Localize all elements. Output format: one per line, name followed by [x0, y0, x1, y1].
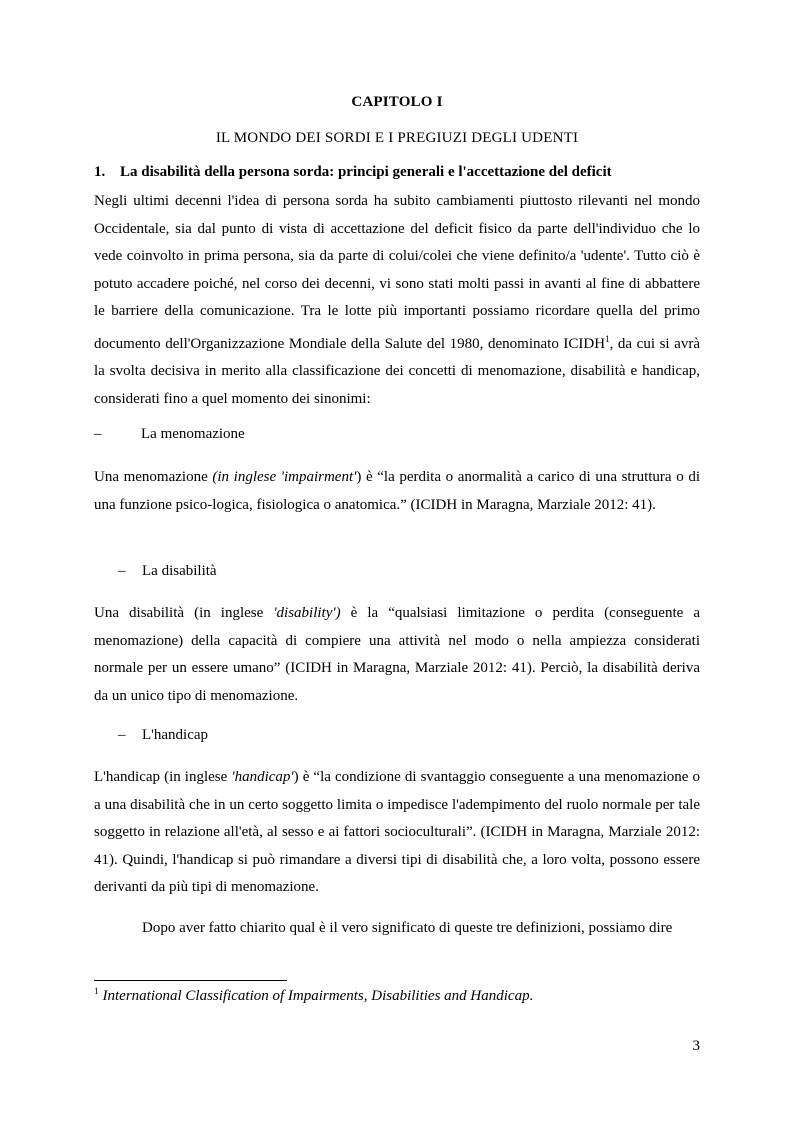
paragraph-conclusion: Dopo aver fatto chiarito qual è il vero significato di queste tre definizioni, possiamo dire [142, 920, 673, 936]
paragraph-handicap-term: 'handicap' [231, 769, 294, 785]
footnote [94, 986, 533, 1005]
paragraph-disabilita-rest: è la “qualsiasi limitazione o perdita (conseguente a menomazione) della capacità di compiere una attività nel modo o nella ampiezza considerati normale per un essere umano” (ICIDH in Maragna, Marziale 2012: 41). Perciò, la disabilità deriva da un unico tipo di menomazione. [94, 605, 700, 704]
footnote-marker: 1 [94, 986, 99, 996]
paragraph-handicap [94, 764, 700, 902]
list-item-label: L'handicap [142, 727, 209, 743]
footnote-reference: 1 [605, 333, 610, 344]
chapter-title: CAPITOLO I [351, 94, 443, 110]
paragraph-handicap-rest: ) è “la condizione di svantaggio conseguente a una menomazione o a una disabilità che in un certo soggetto limita o impedisce l'adempimento del ruolo normale per tale soggetto in relazione all'età, al sesso e ai fattori socioculturali”. (ICIDH in Maragna, Marziale 2012: 41). Quindi, l'handicap si può rimandare a diversi tipi di disabilità che, a loro volta, possono essere derivanti da più tipi di menomazione. [94, 769, 701, 895]
section-title: La disabilità della persona sorda: principi generali e l'accettazione del deficit [120, 164, 612, 180]
paragraph-disabilita-term: 'disability') [273, 605, 341, 621]
list-item-label: La disabilità [142, 563, 217, 579]
page-number: 3 [692, 1038, 700, 1054]
section-heading [94, 164, 700, 181]
paragraph-menomazione-paren: (in inglese [212, 469, 281, 485]
list-dash: – [118, 727, 126, 743]
paragraph-menomazione-pre: Una menomazione [94, 469, 213, 485]
paragraph-menomazione-rest: ) è “la perdita o anormalità a carico di una struttura o di una funzione psico-logica, fisiologica o anatomica.” (ICIDH in Maragna, Marziale 2012: 41). [94, 469, 700, 513]
list-dash: – [94, 426, 102, 442]
paragraph-disabilita [94, 600, 700, 710]
paragraph-intro-text-a: Negli ultimi decenni l'idea di persona sorda ha subito cambiamenti piuttosto rilevanti nel mondo Occidentale, sia dal punto di vista di accettazione del deficit fisico da parte dell'individuo che lo vede coinvolto in prima persona, sia da parte di colui/colei che viene definito/a 'udente'. Tutto ciò è potuto accadere poiché, nel corso dei decenni, vi sono stati molti passi in avanti al fine di abbattere le barriere della comunicazione. Tra le lotte più importanti possiamo ricordare quella del primo documento dell'Organizzazione Mondiale della Salute del 1980, denominato ICIDH [94, 193, 700, 352]
paragraph-menomazione [94, 464, 700, 519]
footnote-text: International Classification of Impairments, Disabilities and Handicap. [102, 988, 534, 1004]
list-item-label: La menomazione [141, 426, 245, 442]
paragraph-handicap-pre: L'handicap (in inglese [94, 769, 232, 785]
section-number: 1. [94, 164, 106, 180]
paragraph-disabilita-pre: Una disabilità (in inglese [94, 605, 274, 621]
paragraph-menomazione-term: 'impairment' [280, 469, 357, 485]
paragraph-intro [94, 188, 700, 413]
paragraph-intro-text-b: , da cui si avrà la svolta decisiva in merito alla classificazione dei concetti di menomazione, disabilità e handicap, considerati fino a quel momento dei sinonimi: [94, 335, 700, 407]
chapter-subtitle: IL MONDO DEI SORDI E I PREGIUZI DEGLI UDENTI [215, 130, 579, 146]
footnote-divider [94, 980, 287, 981]
list-dash: – [118, 563, 126, 579]
